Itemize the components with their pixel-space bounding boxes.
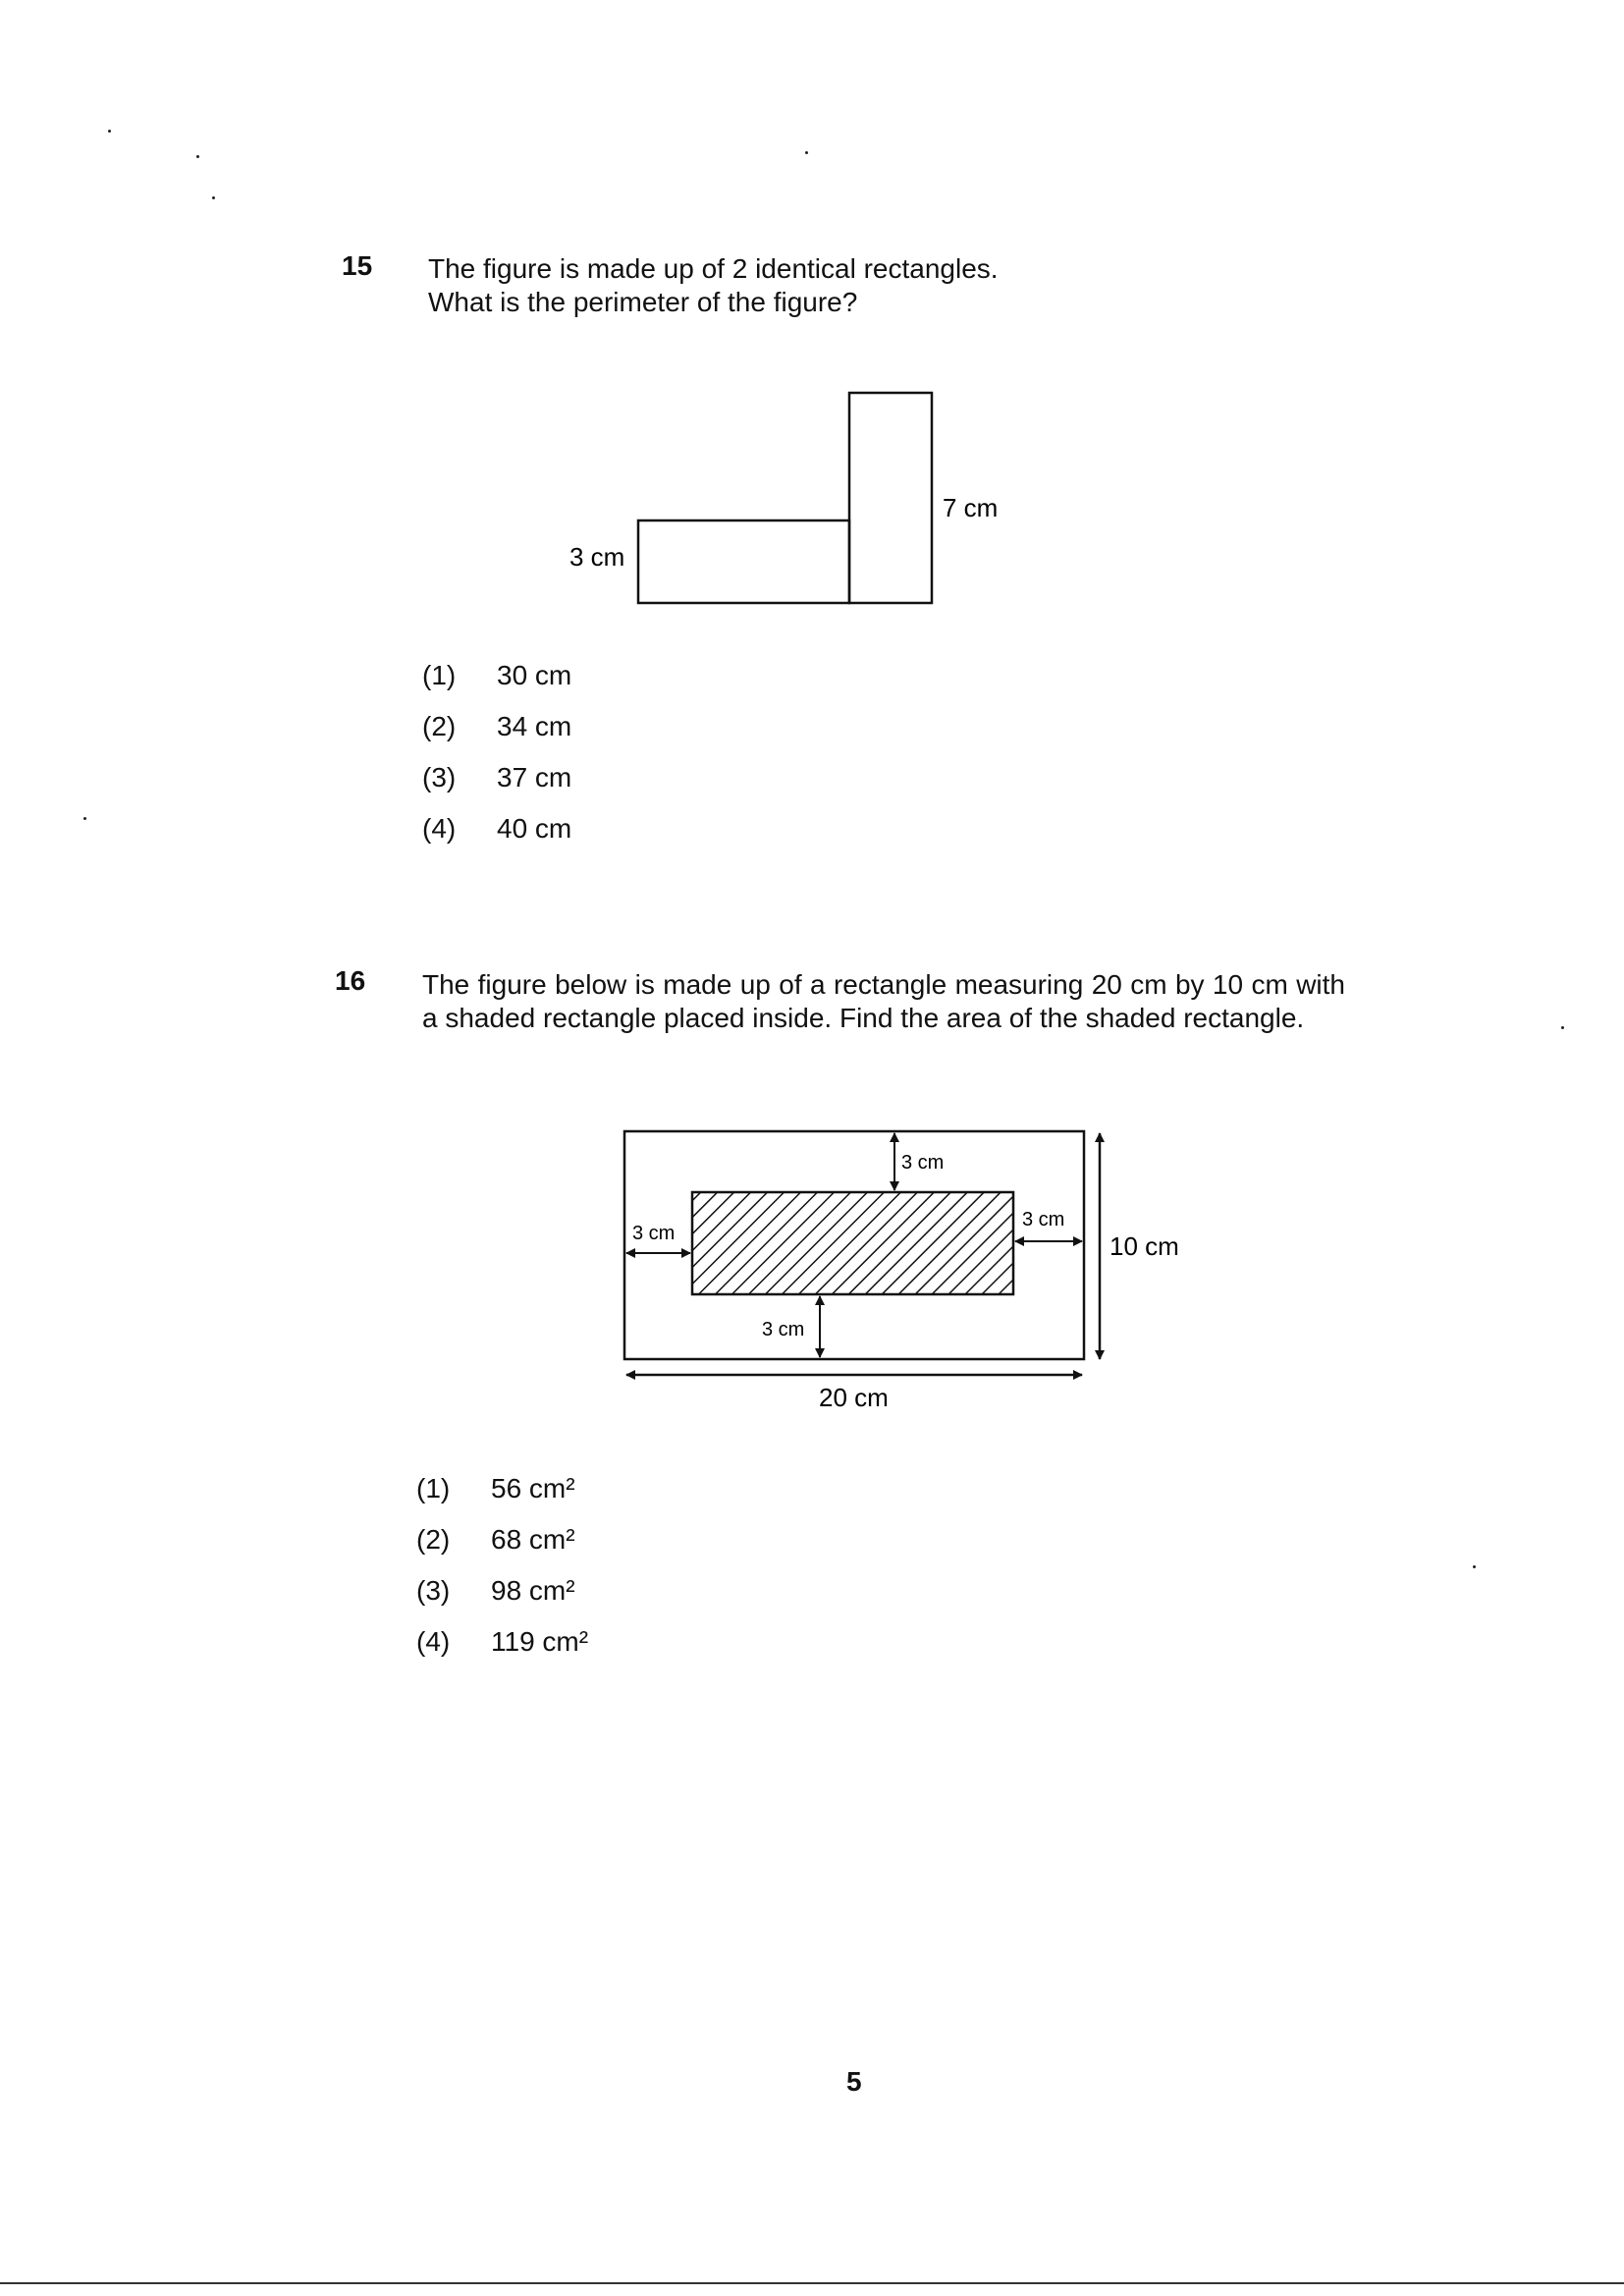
option-2[interactable]: (2) 68 cm²	[416, 1524, 575, 1555]
right-gap-label: 3 cm	[1022, 1209, 1065, 1230]
top-gap-label: 3 cm	[901, 1152, 945, 1174]
page-number: 5	[846, 2066, 862, 2097]
scan-speck	[1473, 1565, 1476, 1568]
horizontal-rectangle	[638, 520, 849, 603]
option-4[interactable]: (4) 119 cm²	[416, 1626, 589, 1657]
question-text-line: The figure is made up of 2 identical rectangles.	[428, 253, 999, 284]
scan-speck	[212, 196, 215, 199]
left-gap-label: 3 cm	[632, 1223, 676, 1244]
option-3[interactable]: (3) 37 cm	[422, 762, 572, 793]
question-text-line: What is the perimeter of the figure?	[428, 287, 858, 317]
question-number: 16	[335, 965, 366, 996]
length-label: 7 cm	[943, 493, 999, 522]
scan-speck	[805, 151, 808, 154]
scan-speck	[196, 155, 199, 158]
height-label: 10 cm	[1110, 1231, 1179, 1261]
question-text: The figure below is made up of a rectangle measuring 20 cm by 10 cm with a shaded rectangle placed inside. Find the area of the shaded rectangle.	[422, 969, 1345, 1033]
option-2[interactable]: (2) 34 cm	[422, 711, 572, 741]
shaded-rectangle	[692, 1192, 1013, 1294]
bottom-gap-label: 3 cm	[762, 1319, 805, 1340]
scan-speck	[1561, 1026, 1564, 1029]
options-list	[416, 1473, 588, 1677]
options-list	[422, 660, 571, 864]
vertical-rectangle	[849, 393, 932, 603]
question-number: 15	[342, 250, 373, 281]
option-3[interactable]: (3) 98 cm²	[416, 1575, 575, 1606]
scan-speck	[83, 817, 86, 820]
bottom-rule	[0, 2282, 1624, 2284]
question-text	[428, 252, 1312, 319]
scan-speck	[108, 130, 111, 133]
shaded-rectangle-figure	[589, 1120, 1218, 1424]
width-label: 20 cm	[819, 1383, 889, 1412]
option-1[interactable]: (1) 30 cm	[422, 660, 572, 690]
option-1[interactable]: (1) 56 cm²	[416, 1473, 575, 1503]
option-4[interactable]: (4) 40 cm	[422, 813, 572, 844]
l-shape-figure	[550, 383, 1041, 619]
height-label: 3 cm	[569, 542, 625, 572]
